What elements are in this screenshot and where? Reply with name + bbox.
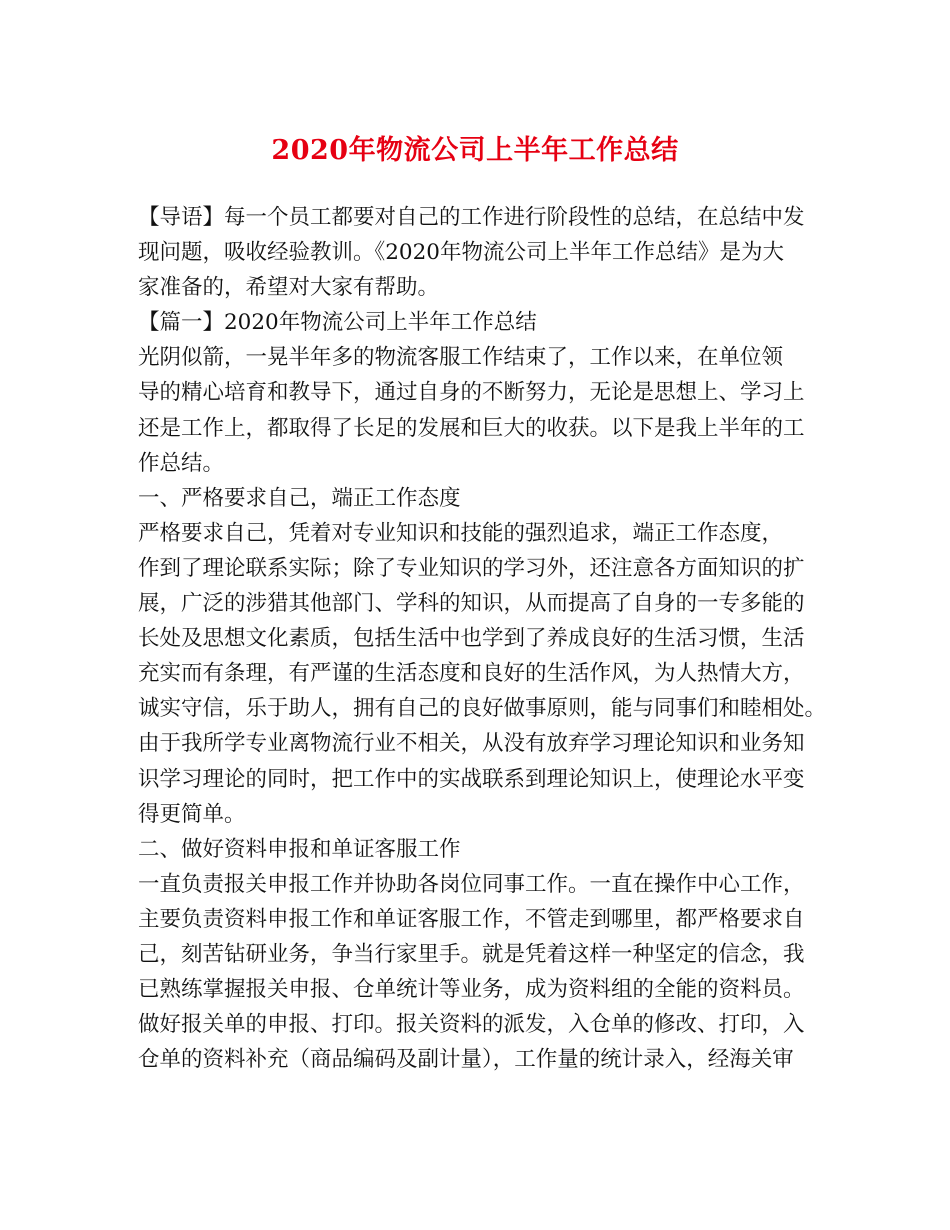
body-line: 严格要求自己，凭着对专业知识和技能的强烈追求，端正工作态度， xyxy=(138,520,784,546)
body-line: 得更简单。 xyxy=(138,801,246,827)
body-line: 作总结。 xyxy=(138,450,225,476)
body-line: 光阴似箭，一晃半年多的物流客服工作结束了，工作以来，在单位领 xyxy=(138,345,784,371)
body-line: 【导语】每一个员工都要对自己的工作进行阶段性的总结，在总结中发 xyxy=(138,205,805,230)
body-line: 现问题，吸收经验教训。《2020年物流公司上半年工作总结》是为大 xyxy=(138,240,784,266)
body-line: 已熟练掌握报关申报、仓单统计等业务，成为资料组的全能的资料员。 xyxy=(138,977,805,1003)
body-line: 长处及思想文化素质，包括生活中也学到了养成良好的生活习惯，生活 xyxy=(138,626,805,652)
body-line: 主要负责资料申报工作和单证客服工作，不管走到哪里，都严格要求自 xyxy=(138,906,805,932)
body-line: 诚实守信，乐于助人，拥有自己的良好做事原则，能与同事们和睦相处。 xyxy=(138,696,827,722)
subsection-heading: 一、严格要求自己，端正工作态度 xyxy=(138,485,461,511)
body-line: 作到了理论联系实际；除了专业知识的学习外，还注意各方面知识的扩 xyxy=(138,555,805,581)
body-line: 家准备的，希望对大家有帮助。 xyxy=(138,275,440,301)
body-line: 做好报关单的申报、打印。报关资料的派发，入仓单的修改、打印，入 xyxy=(138,1012,805,1038)
body-line: 导的精心培育和教导下，通过自身的不断努力，无论是思想上、学习上 xyxy=(138,380,805,406)
document-title: 2020年物流公司上半年工作总结 xyxy=(271,135,679,166)
body-line: 充实而有条理，有严谨的生活态度和良好的生活作风，为人热情大方， xyxy=(138,661,805,687)
section-heading: 【篇一】2020年物流公司上半年工作总结 xyxy=(138,310,537,336)
body-line: 由于我所学专业离物流行业不相关，从没有放弃学习理论知识和业务知 xyxy=(138,731,805,757)
subsection-heading: 二、做好资料申报和单证客服工作 xyxy=(138,836,461,862)
body-line: 己，刻苦钻研业务，争当行家里手。就是凭着这样一种坚定的信念，我 xyxy=(138,941,805,967)
body-line: 一直负责报关申报工作并协助各岗位同事工作。一直在操作中心工作， xyxy=(138,871,805,897)
body-line: 识学习理论的同时，把工作中的实战联系到理论知识上，使理论水平变 xyxy=(138,766,805,792)
body-line: 还是工作上，都取得了长足的发展和巨大的收获。以下是我上半年的工 xyxy=(138,415,805,441)
document-body xyxy=(138,200,827,1077)
body-line: 展，广泛的涉猎其他部门、学科的知识，从而提高了自身的一专多能的 xyxy=(138,591,805,617)
body-line: 仓单的资料补充（商品编码及副计量），工作量的统计录入，经海关审 xyxy=(138,1047,794,1073)
